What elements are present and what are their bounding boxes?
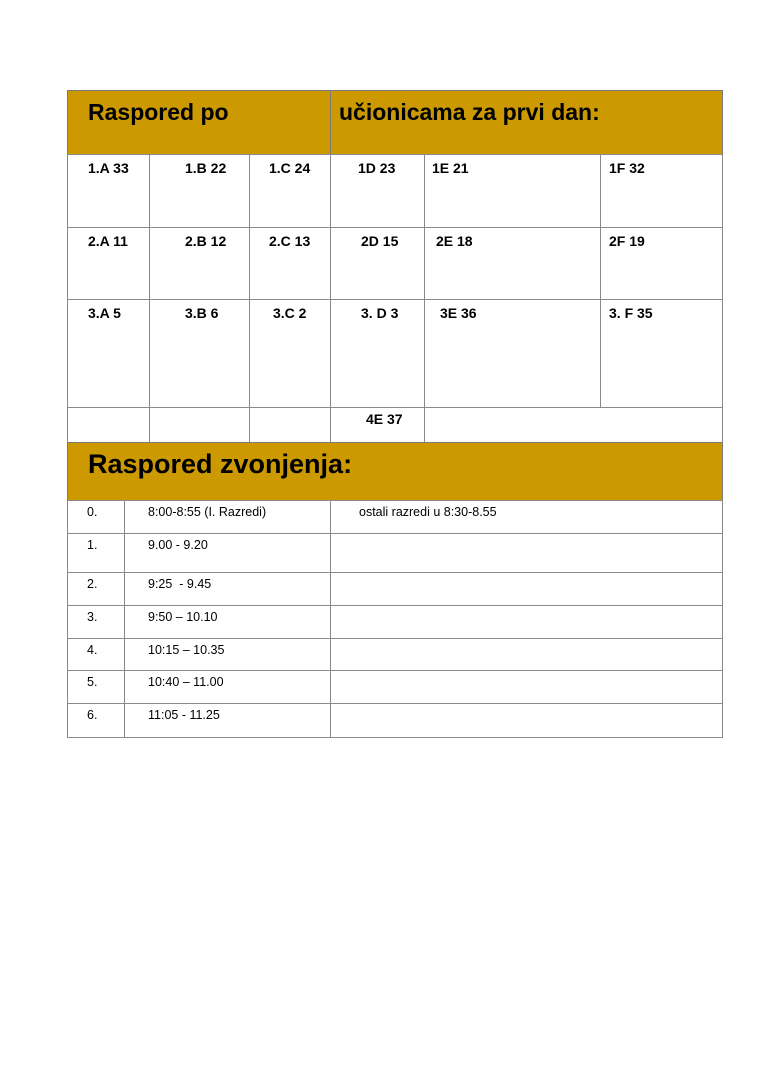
room-cell xyxy=(249,154,331,228)
time-cell xyxy=(124,703,331,738)
bell-schedule-title: Raspored zvonjenja: xyxy=(88,449,353,479)
period-time: 8:00-8:55 (I. Razredi) xyxy=(148,505,267,519)
note-cell xyxy=(330,533,723,573)
room-label: 1E 21 xyxy=(432,160,469,176)
room-cell xyxy=(67,299,150,408)
note-cell xyxy=(330,500,723,534)
room-label: 3.B 6 xyxy=(185,305,219,321)
room-cell xyxy=(424,227,601,300)
room-cell xyxy=(330,407,425,443)
period-cell xyxy=(67,500,125,534)
room-label: 3E 36 xyxy=(440,305,477,321)
room-label: 2E 18 xyxy=(436,233,473,249)
period-time: 11:05 - 11.25 xyxy=(148,708,220,722)
room-cell xyxy=(67,227,150,300)
room-label: 3.C 2 xyxy=(273,305,307,321)
room-cell xyxy=(424,299,601,408)
period-time: 10:40 – 11.00 xyxy=(148,675,224,689)
room-label: 3.A 5 xyxy=(88,305,121,321)
bell-schedule-header xyxy=(67,442,723,501)
room-label: 1.A 33 xyxy=(88,160,129,176)
room-label: 2D 15 xyxy=(361,233,399,249)
period-cell xyxy=(67,605,125,639)
time-cell xyxy=(124,500,331,534)
note-cell xyxy=(330,605,723,639)
period-cell xyxy=(67,572,125,606)
room-cell xyxy=(330,227,425,300)
period-number: 3. xyxy=(87,610,98,624)
period-time: 9.00 - 9.20 xyxy=(148,538,208,552)
note-cell xyxy=(330,703,723,738)
period-number: 5. xyxy=(87,675,98,689)
room-label: 3. F 35 xyxy=(609,305,653,321)
room-label: 3. D 3 xyxy=(361,305,399,321)
period-cell xyxy=(67,670,125,704)
room-label: 2.B 12 xyxy=(185,233,227,249)
room-label: 2F 19 xyxy=(609,233,645,249)
note-cell xyxy=(330,670,723,704)
room-cell xyxy=(330,154,425,228)
time-cell xyxy=(124,572,331,606)
room-schedule-header-left xyxy=(67,90,331,155)
room-cell xyxy=(424,154,601,228)
room-cell xyxy=(330,299,425,408)
note-cell xyxy=(330,638,723,671)
period-time: 9:50 – 10.10 xyxy=(148,610,218,624)
room-cell xyxy=(149,154,250,228)
period-cell xyxy=(67,638,125,671)
period-number: 4. xyxy=(87,643,98,657)
period-number: 2. xyxy=(87,577,98,591)
period-time: 10:15 – 10.35 xyxy=(148,643,225,657)
period-number: 6. xyxy=(87,708,98,722)
period-cell xyxy=(67,703,125,738)
room-cell xyxy=(249,407,331,443)
room-schedule-title-right: učionicama za prvi dan: xyxy=(339,99,600,125)
room-cell xyxy=(249,227,331,300)
room-cell-merged xyxy=(424,407,723,443)
time-cell xyxy=(124,638,331,671)
note-cell xyxy=(330,572,723,606)
room-cell xyxy=(600,227,723,300)
room-label: 1.B 22 xyxy=(185,160,227,176)
room-cell xyxy=(67,154,150,228)
time-cell xyxy=(124,670,331,704)
room-label: 2.C 13 xyxy=(269,233,311,249)
room-cell xyxy=(149,227,250,300)
room-schedule-header-right xyxy=(330,90,723,155)
period-time: 9:25 - 9.45 xyxy=(148,577,212,591)
room-label: 1F 32 xyxy=(609,160,645,176)
room-cell xyxy=(149,299,250,408)
time-cell xyxy=(124,605,331,639)
room-cell xyxy=(67,407,150,443)
period-note: ostali razredi u 8:30-8.55 xyxy=(359,505,497,519)
room-cell xyxy=(149,407,250,443)
room-cell xyxy=(600,154,723,228)
period-number: 1. xyxy=(87,538,98,552)
room-label: 4E 37 xyxy=(366,411,403,427)
room-schedule-title-left: Raspored po xyxy=(88,99,229,125)
time-cell xyxy=(124,533,331,573)
room-label: 1.C 24 xyxy=(269,160,311,176)
room-label: 1D 23 xyxy=(358,160,396,176)
period-cell xyxy=(67,533,125,573)
room-label: 2.A 11 xyxy=(88,233,128,249)
room-cell xyxy=(600,299,723,408)
period-number: 0. xyxy=(87,505,98,519)
room-cell xyxy=(249,299,331,408)
